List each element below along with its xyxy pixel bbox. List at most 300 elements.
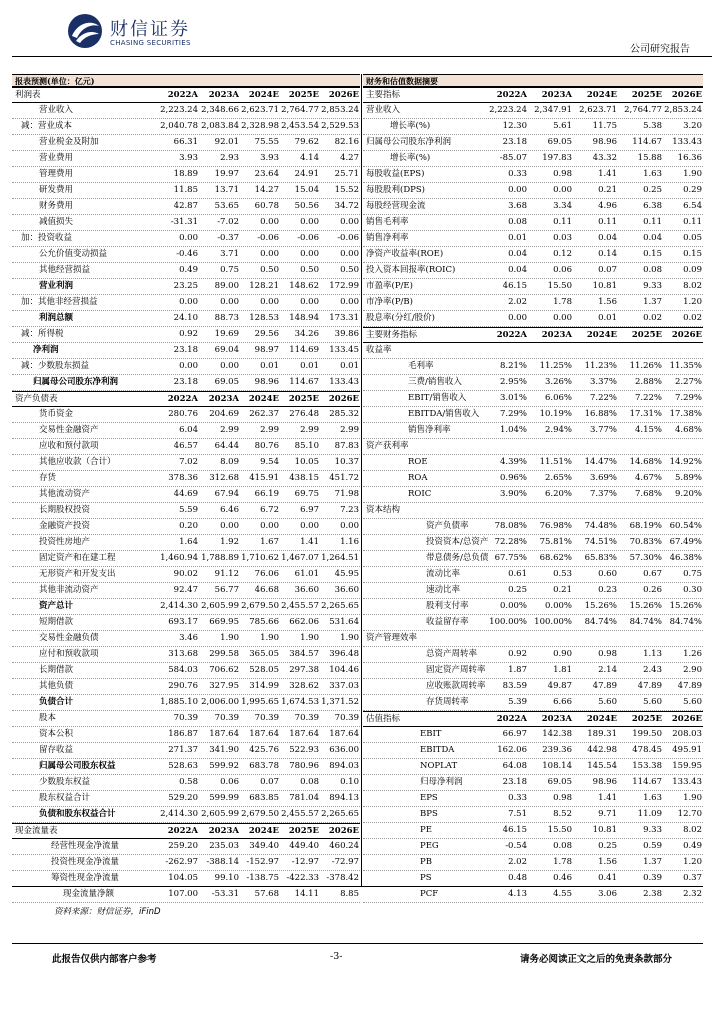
cell-value: 10.37	[334, 457, 359, 467]
cell-value: -7.02	[217, 217, 239, 227]
table-row	[363, 455, 703, 471]
table-row	[363, 279, 703, 295]
cell-value: 4.67%	[634, 473, 662, 483]
cell-value: 2.27%	[674, 377, 702, 387]
row-label: EBIT	[420, 729, 442, 739]
cell-value: 128.21	[249, 281, 279, 291]
row-label: 主要指标	[366, 90, 401, 100]
year-column-header: 2022A	[167, 90, 198, 100]
cell-value: 70.39	[254, 713, 279, 723]
table-row	[363, 535, 703, 551]
cell-value: -422.33	[286, 873, 319, 883]
cell-value: 10.81	[592, 825, 617, 835]
table-row	[12, 775, 360, 791]
cell-value: 9.20%	[674, 489, 702, 499]
cell-value: 19.69	[214, 329, 239, 339]
table-row	[12, 615, 360, 631]
cell-value: 104.05	[168, 873, 198, 883]
cell-value: 5.38	[643, 121, 662, 131]
cell-value: 71.98	[334, 489, 359, 499]
cell-value: 10.81	[592, 281, 617, 291]
year-column-header: 2025E	[288, 90, 319, 100]
cell-value: 83.59	[502, 681, 527, 691]
cell-value: 0.33	[508, 793, 527, 803]
table-row	[363, 663, 703, 679]
table-row	[12, 247, 360, 263]
cell-value: 23.18	[173, 345, 198, 355]
cell-value: 34.26	[294, 329, 319, 339]
cell-value: 2,265.65	[321, 809, 359, 819]
cell-value: 1,460.94	[160, 553, 198, 563]
cell-value: 0.00	[260, 521, 279, 531]
cell-value: 57.30%	[629, 553, 662, 563]
cell-value: 0.07	[260, 777, 279, 787]
cell-value: 6.38	[643, 201, 662, 211]
cell-value: 186.87	[168, 729, 198, 739]
row-label: 市净率(P/B)	[366, 297, 413, 307]
year-column-header: 2026E	[671, 714, 702, 724]
cell-value: -0.54	[505, 841, 527, 851]
cell-value: 0.00	[340, 217, 359, 227]
cell-value: 4.14	[300, 153, 319, 163]
cell-value: 15.26%	[629, 601, 662, 611]
cell-value: 0.48	[508, 873, 527, 883]
cell-value: 0.00	[260, 297, 279, 307]
cell-value: 12.70	[677, 809, 702, 819]
row-label: PS	[420, 873, 432, 883]
cell-value: 6.20%	[544, 489, 572, 499]
table-row	[363, 119, 703, 135]
cell-value: 67.94	[214, 489, 239, 499]
cell-value: 0.00	[508, 185, 527, 195]
cell-value: 68.62%	[539, 553, 572, 563]
cell-value: 6.54	[683, 201, 702, 211]
section-header-row	[12, 391, 360, 407]
cell-value: 208.03	[672, 729, 702, 739]
cell-value: 88.73	[214, 313, 239, 323]
row-label: EBITDA/销售收入	[408, 409, 480, 419]
cell-value: 3.01%	[499, 393, 527, 403]
table-row	[363, 231, 703, 247]
cell-value: 531.64	[329, 617, 359, 627]
cell-value: 53.65	[214, 201, 239, 211]
row-label: ROA	[408, 473, 428, 483]
cell-value: 133.43	[672, 777, 702, 787]
cell-value: 7.29%	[499, 409, 527, 419]
logo-chinese-name: 财信证券	[110, 19, 190, 40]
cell-value: 90.02	[173, 569, 198, 579]
cell-value: 636.00	[329, 745, 359, 755]
cell-value: 2.02	[508, 297, 527, 307]
cell-value: 0.14	[598, 249, 617, 259]
cell-value: 683.78	[249, 761, 279, 771]
cell-value: 3.71	[220, 249, 239, 259]
cell-value: 0.49	[683, 841, 702, 851]
year-column-header: 2026E	[671, 90, 702, 100]
cell-value: 46.15	[502, 825, 527, 835]
cell-value: 1.41	[598, 169, 617, 179]
cell-value: 0.21	[553, 585, 572, 595]
cell-value: 187.64	[329, 729, 359, 739]
cell-value: -138.75	[246, 873, 279, 883]
cell-value: 70.39	[173, 713, 198, 723]
cell-value: 75.81%	[539, 537, 572, 547]
cell-value: 6.72	[260, 505, 279, 515]
cell-value: -0.06	[257, 233, 279, 243]
cell-value: 2,265.65	[321, 601, 359, 611]
table-row	[363, 759, 703, 775]
cell-value: 337.03	[329, 681, 359, 691]
cell-value: 57.68	[254, 889, 279, 899]
table-row	[12, 439, 360, 455]
cell-value: 79.62	[294, 137, 319, 147]
cell-value: 18.89	[173, 169, 198, 179]
cell-value: 1,995.65	[241, 697, 279, 707]
cell-value: 3.93	[260, 153, 279, 163]
cell-value: 1,467.07	[281, 553, 319, 563]
cell-value: -0.06	[297, 233, 319, 243]
table-row	[363, 519, 703, 535]
year-column-header: 2026E	[328, 90, 359, 100]
cell-value: 47.89	[592, 681, 617, 691]
cell-value: 72.28%	[494, 537, 527, 547]
cell-value: 451.72	[329, 473, 359, 483]
cell-value: 10.19%	[539, 409, 572, 419]
cell-value: 173.31	[329, 313, 359, 323]
cell-value: 2,853.24	[664, 105, 702, 115]
cell-value: 199.50	[632, 729, 662, 739]
row-label: 资产总计	[39, 601, 74, 611]
cell-value: 0.03	[553, 233, 572, 243]
cell-value: 133.45	[329, 345, 359, 355]
table-row	[363, 583, 703, 599]
year-column-header: 2025E	[631, 714, 662, 724]
cell-value: 187.64	[209, 729, 239, 739]
cell-value: 1.90	[683, 793, 702, 803]
cell-value: 285.32	[329, 409, 359, 419]
cell-value: 3.90%	[499, 489, 527, 499]
cell-value: -12.97	[291, 857, 319, 867]
row-label: 资本结构	[366, 505, 401, 515]
table-row	[363, 695, 703, 711]
cell-value: 11.35%	[669, 361, 702, 371]
cell-value: 297.38	[289, 665, 319, 675]
row-label: 固定资产周转率	[426, 665, 486, 675]
row-label: PE	[420, 825, 432, 835]
row-label: 每股经营现金流	[366, 201, 426, 211]
cell-value: -85.07	[499, 153, 527, 163]
cell-value: 67.75%	[494, 553, 527, 563]
row-label: 归属母公司股东权益	[39, 761, 116, 771]
table-row	[12, 503, 360, 519]
cell-value: 2,006.00	[201, 697, 239, 707]
table-row	[363, 295, 703, 311]
cell-value: 6.97	[300, 505, 319, 515]
row-label: 利润总额	[39, 313, 74, 323]
row-label: 股利支付率	[426, 601, 469, 611]
cell-value: 64.08	[502, 761, 527, 771]
table-row	[363, 391, 703, 407]
section-header-row	[363, 87, 703, 103]
cell-value: 2,605.99	[201, 809, 239, 819]
cell-value: 276.48	[289, 409, 319, 419]
cell-value: 46.68	[254, 585, 279, 595]
row-label: 股息率(分红/股价)	[366, 313, 435, 323]
cell-value: 894.13	[329, 793, 359, 803]
table-row	[12, 535, 360, 551]
cell-value: 669.95	[209, 617, 239, 627]
cell-value: -388.14	[206, 857, 239, 867]
cell-value: 9.33	[643, 825, 662, 835]
cell-value: 2,223.24	[489, 105, 527, 115]
cell-value: 2,223.24	[160, 105, 198, 115]
table-row	[363, 215, 703, 231]
cell-value: 0.92	[179, 329, 198, 339]
cell-value: 1.13	[643, 649, 662, 659]
cell-value: 0.21	[598, 185, 617, 195]
row-label: 投资资本/总资产	[426, 537, 489, 547]
cell-value: 6.46	[220, 505, 239, 515]
cell-value: 8.02	[683, 281, 702, 291]
cell-value: 10.05	[294, 457, 319, 467]
table-row	[12, 567, 360, 583]
table-bottom-rule	[12, 886, 703, 887]
table-row	[363, 343, 703, 359]
cell-value: 6.04	[179, 425, 198, 435]
cell-value: 0.75	[220, 265, 239, 275]
row-label: ROE	[408, 457, 428, 467]
row-label: 应收和预付款项	[39, 441, 99, 451]
cell-value: 56.77	[214, 585, 239, 595]
cell-value: 0.30	[683, 585, 702, 595]
cell-value: 3.20	[683, 121, 702, 131]
cell-value: 197.83	[542, 153, 572, 163]
row-label: 管理费用	[39, 169, 74, 179]
table-row	[12, 647, 360, 663]
footer-disclaimer-notice: 请务必阅读正文之后的免责条款部分	[519, 954, 672, 965]
cell-value: 14.27	[254, 185, 279, 195]
row-label: 负债和股东权益合计	[39, 809, 116, 819]
table-row	[12, 855, 360, 871]
cell-value: 0.00	[300, 521, 319, 531]
cell-value: 262.37	[249, 409, 279, 419]
cell-value: 0.60	[598, 569, 617, 579]
cell-value: 706.62	[209, 665, 239, 675]
row-label: 资产负债率	[426, 521, 469, 531]
cell-value: 2.94%	[544, 425, 572, 435]
cell-value: 69.05	[214, 377, 239, 387]
cell-value: 98.96	[254, 377, 279, 387]
cell-value: 64.44	[214, 441, 239, 451]
row-label: 增长率(%)	[390, 153, 431, 163]
table-row	[363, 839, 703, 855]
cell-value: 1.90	[260, 633, 279, 643]
row-label: 资产负债表	[15, 394, 58, 404]
cell-value: 3.37%	[589, 377, 617, 387]
cell-value: 0.25	[598, 841, 617, 851]
logo-mark-icon	[66, 12, 104, 50]
table-row	[12, 167, 360, 183]
cell-value: 42.87	[173, 201, 198, 211]
cell-value: 162.06	[497, 745, 527, 755]
row-label: 投资性现金净流量	[51, 857, 120, 867]
cell-value: 0.00	[553, 313, 572, 323]
table-row	[363, 615, 703, 631]
row-label: 应付和预收款项	[39, 649, 99, 659]
table-row	[12, 199, 360, 215]
cell-value: 0.37	[683, 873, 702, 883]
cell-value: 785.66	[249, 617, 279, 627]
cell-value: 0.04	[598, 233, 617, 243]
row-label: 金融资产投资	[39, 521, 91, 531]
cell-value: 50.56	[294, 201, 319, 211]
row-label: 负债合计	[39, 697, 74, 707]
row-label: 速动比率	[426, 585, 461, 595]
cell-value: 45.95	[334, 569, 359, 579]
cell-value: 84.74%	[584, 617, 617, 627]
cell-value: 2,083.84	[201, 121, 239, 131]
cell-value: 415.91	[249, 473, 279, 483]
cell-value: 313.68	[168, 649, 198, 659]
cell-value: 114.67	[632, 137, 662, 147]
table-row	[363, 183, 703, 199]
cell-value: 187.64	[249, 729, 279, 739]
row-label: 交易性金融负债	[39, 633, 99, 643]
cell-value: 1,371.52	[321, 697, 359, 707]
cell-value: 1.78	[553, 297, 572, 307]
table-row	[12, 407, 360, 423]
year-column-header: 2022A	[167, 394, 198, 404]
cell-value: 7.68%	[634, 489, 662, 499]
cell-value: 159.95	[672, 761, 702, 771]
cell-value: 327.95	[209, 681, 239, 691]
cell-value: 396.48	[329, 649, 359, 659]
table-row	[363, 167, 703, 183]
cell-value: 1.92	[220, 537, 239, 547]
cell-value: 100.00%	[489, 617, 527, 627]
cell-value: 1.37	[643, 857, 662, 867]
report-type-label: 公司研究报告	[630, 44, 690, 55]
row-label: 净资产收益率(ROE)	[366, 249, 444, 259]
cell-value: 328.62	[289, 681, 319, 691]
cell-value: 98.96	[592, 137, 617, 147]
cell-value: 2,040.78	[160, 121, 198, 131]
cell-value: 2.99	[220, 425, 239, 435]
cell-value: 0.41	[598, 873, 617, 883]
table-row	[363, 103, 703, 119]
cell-value: 24.10	[173, 313, 198, 323]
cell-value: 2,347.91	[534, 105, 572, 115]
cell-value: 172.99	[329, 281, 359, 291]
year-column-header: 2026E	[328, 826, 359, 836]
cell-value: 1.20	[683, 857, 702, 867]
row-label: 投资性房地产	[39, 537, 91, 547]
row-label: 固定资产和在建工程	[39, 553, 116, 563]
table-row	[12, 631, 360, 647]
cell-value: 0.08	[300, 777, 319, 787]
cell-value: 0.02	[643, 313, 662, 323]
row-label: BPS	[420, 809, 438, 819]
cell-value: 0.12	[553, 249, 572, 259]
table-row	[363, 439, 703, 455]
cell-value: 3.69%	[589, 473, 617, 483]
row-label: 加：投资收益	[21, 233, 73, 243]
cell-value: 0.58	[179, 777, 198, 787]
row-label: 公允价值变动损益	[39, 249, 108, 259]
cell-value: -31.31	[170, 217, 198, 227]
year-column-header: 2024E	[248, 394, 279, 404]
table-row	[12, 183, 360, 199]
cell-value: 47.89	[677, 681, 702, 691]
row-label: 留存收益	[39, 745, 74, 755]
table-row	[12, 375, 360, 391]
cell-value: 2,328.98	[241, 121, 279, 131]
cell-value: 46.38%	[669, 553, 702, 563]
table-row	[363, 647, 703, 663]
cell-value: -53.31	[211, 889, 239, 899]
cell-value: 14.47%	[584, 457, 617, 467]
cell-value: 2,455.57	[281, 601, 319, 611]
cell-value: 442.98	[587, 745, 617, 755]
cell-value: 0.67	[643, 569, 662, 579]
cell-value: 271.37	[168, 745, 198, 755]
cell-value: 84.74%	[669, 617, 702, 627]
year-column-header: 2024E	[586, 90, 617, 100]
row-label: 估值指标	[366, 714, 401, 724]
cell-value: 1.37	[643, 297, 662, 307]
cell-value: 0.00	[260, 217, 279, 227]
cell-value: 1.04%	[499, 425, 527, 435]
cell-value: 0.00	[220, 521, 239, 531]
cell-value: 15.52	[334, 185, 359, 195]
cell-value: 100.00%	[534, 617, 572, 627]
row-label: 营业收入	[366, 105, 401, 115]
cell-value: 4.15%	[634, 425, 662, 435]
cell-value: -0.46	[176, 249, 198, 259]
company-logo	[66, 12, 206, 52]
row-label: 归属母公司股东净利润	[33, 377, 119, 387]
table-row	[12, 215, 360, 231]
cell-value: 2.99	[260, 425, 279, 435]
cell-value: 0.00%	[544, 601, 572, 611]
cell-value: 69.05	[547, 137, 572, 147]
year-column-header: 2026E	[671, 330, 702, 340]
cell-value: 1,885.10	[160, 697, 198, 707]
cell-value: 0.29	[683, 185, 702, 195]
cell-value: 0.15	[683, 249, 702, 259]
row-label: 减值损失	[39, 217, 74, 227]
table-row	[12, 551, 360, 567]
table-row	[12, 679, 360, 695]
cell-value: 529.20	[168, 793, 198, 803]
cell-value: 0.96%	[499, 473, 527, 483]
cell-value: 148.62	[289, 281, 319, 291]
cell-value: 82.16	[334, 137, 359, 147]
cell-value: 153.38	[632, 761, 662, 771]
row-label: 其他非流动资产	[39, 585, 99, 595]
cell-value: 522.93	[289, 745, 319, 755]
cell-value: 0.75	[683, 569, 702, 579]
cell-value: 1.41	[300, 537, 319, 547]
cell-value: 7.22%	[634, 393, 662, 403]
cell-value: 290.76	[168, 681, 198, 691]
cell-value: 5.60	[643, 697, 662, 707]
cell-value: 6.06%	[544, 393, 572, 403]
cell-value: 89.00	[214, 281, 239, 291]
cell-value: 0.04	[643, 233, 662, 243]
row-label: NOPLAT	[420, 761, 458, 771]
cell-value: 0.11	[598, 217, 617, 227]
